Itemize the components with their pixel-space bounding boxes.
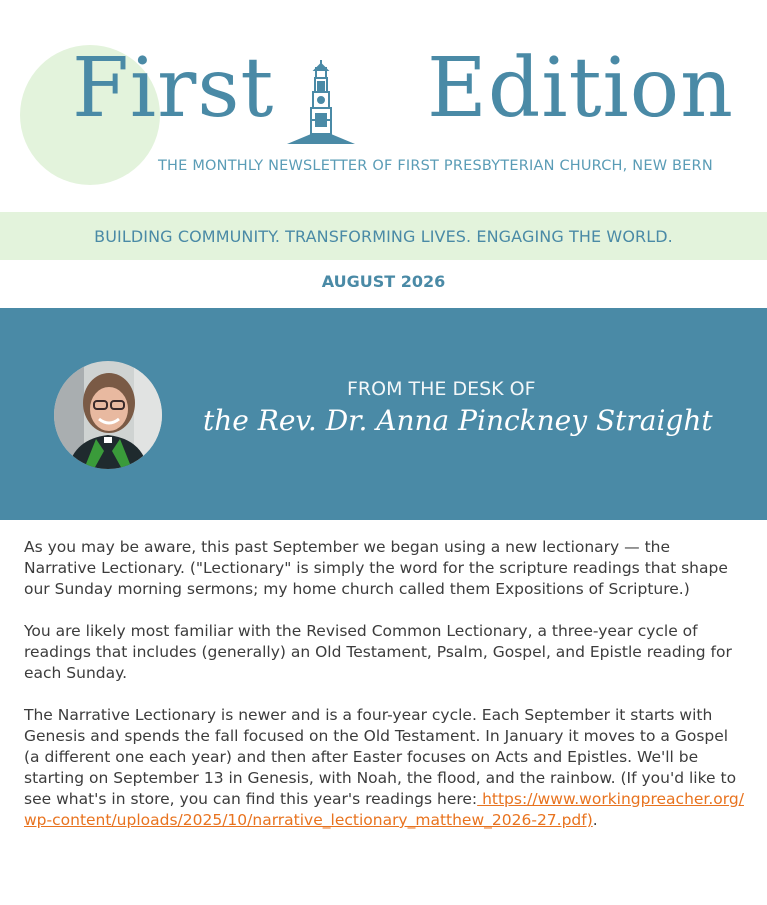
title-word-first: First [72, 41, 275, 136]
article-paragraph-end: . [592, 811, 598, 829]
pastor-photo [54, 361, 162, 469]
title-word-edition: Edition [427, 41, 734, 136]
pastor-name: the Rev. Dr. Anna Pinckney Straight [203, 404, 713, 437]
article-paragraph: You are likely most familiar with the Revised Common Lectionary, a three-year cycle of readings that includes (generally) an Old Testament, Psalm, Gospel, and Epistle reading for each Sunday. [24, 622, 732, 682]
article-body [24, 537, 744, 852]
desk-label: FROM THE DESK OF [347, 378, 536, 400]
lectionary-readings-link[interactable]: https://www.workingpreacher.org/wp-content/uploads/2025/10/narrative_lectionary_matthew_2026-27.pdf) [24, 790, 744, 829]
newsletter-header [0, 0, 767, 212]
newsletter-subtitle: THE MONTHLY NEWSLETTER OF FIRST PRESBYTERIAN CHURCH, NEW BERN [158, 158, 713, 174]
tagline: BUILDING COMMUNITY. TRANSFORMING LIVES. ENGAGING THE WORLD. [94, 226, 673, 246]
article-paragraph-text: The Narrative Lectionary is newer and is a four-year cycle. Each September it starts with Genesis and spends the fall focused on the Old Testament. In January it moves to a Gospel (a different one each year) and then after Easter focuses on Acts and Epistles. We'll be starting on September 13 in Genesis, with Noah, the flood, and the rainbow. (If you'd like to see what's in store, you can find this year's readings here: [24, 706, 737, 808]
tagline-bar [0, 212, 767, 260]
issue-date: AUGUST 2026 [321, 272, 446, 291]
pastor-banner [0, 308, 767, 520]
article-paragraph [24, 705, 744, 831]
article-paragraph: As you may be aware, this past September we began using a new lectionary — the Narrative Lectionary. ("Lectionary" is simply the word for the scripture readings that shape our Sunday morning sermons; my home church called them Expositions of Scripture.) [24, 538, 728, 598]
church-steeple-icon [285, 58, 357, 148]
